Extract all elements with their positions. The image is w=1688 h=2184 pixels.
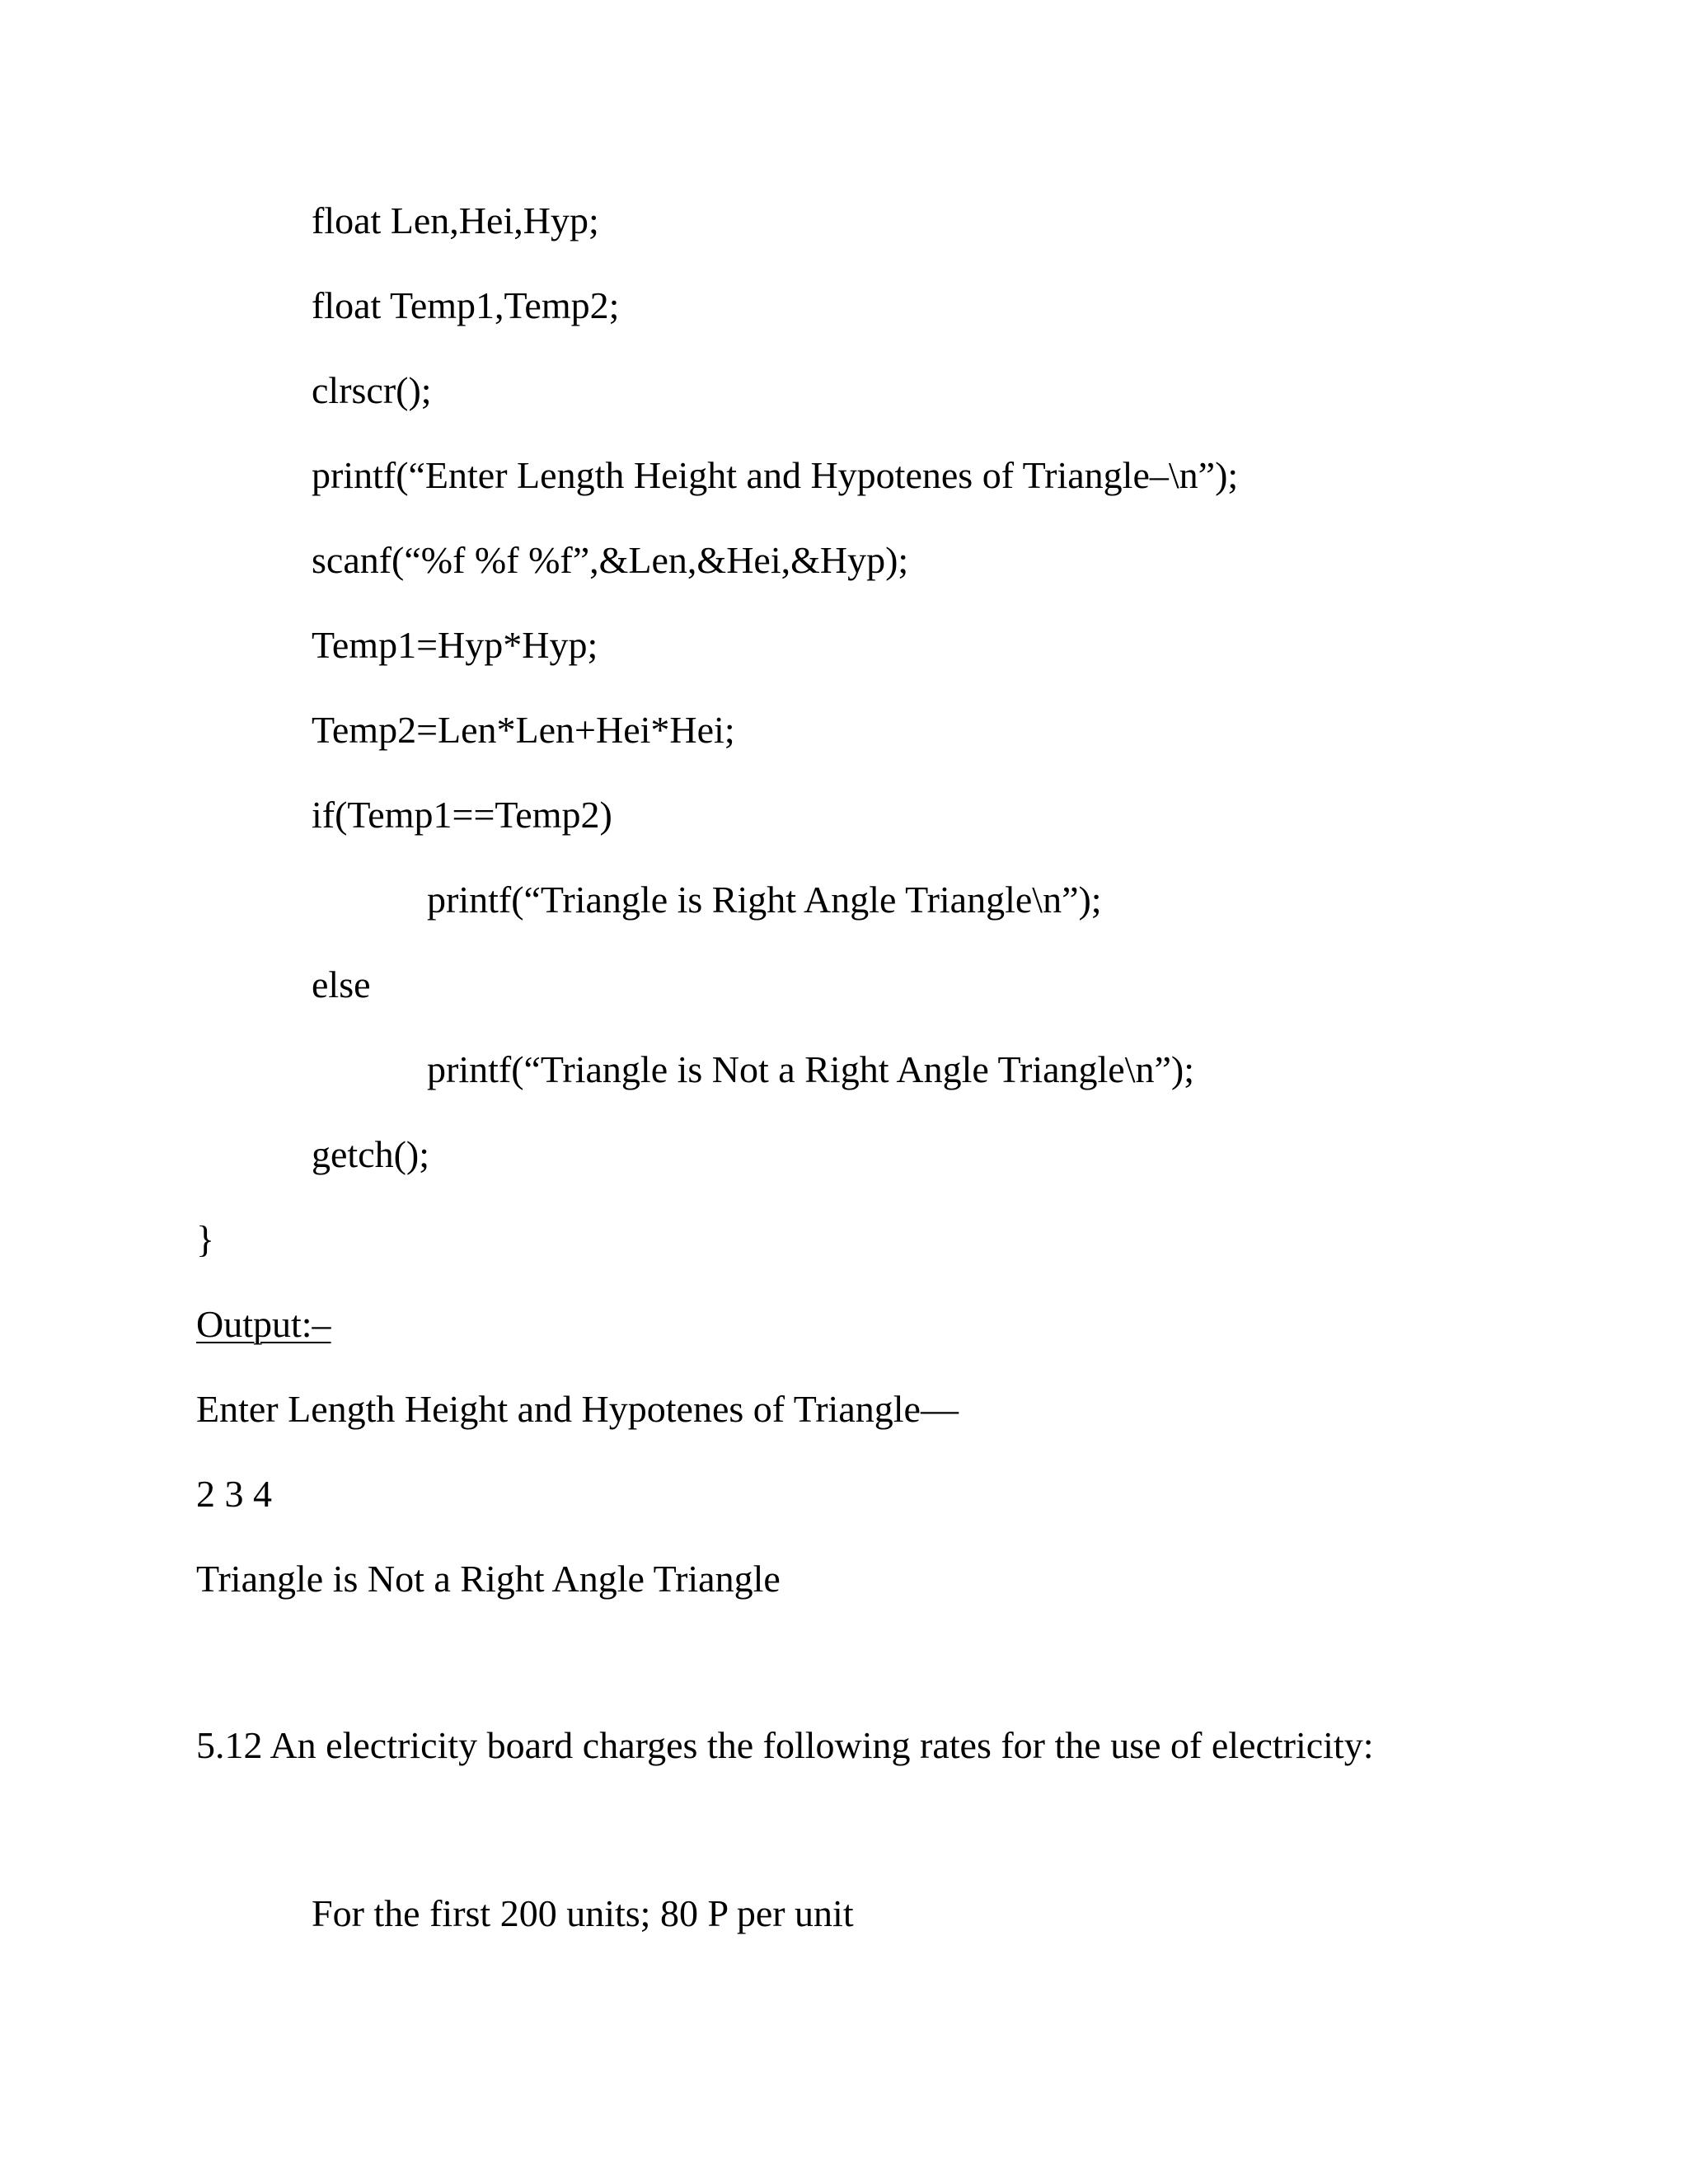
closing-brace: } xyxy=(196,1218,215,1260)
code-line: printf(“Enter Length Height and Hypotenes of Triangle–\n”); xyxy=(312,454,1239,496)
output-heading: Output:– xyxy=(196,1303,331,1345)
code-line: float Len,Hei,Hyp; xyxy=(312,199,599,241)
problem-statement: 5.12 An electricity board charges the following rates for the use of electricity: xyxy=(196,1724,1374,1766)
code-line: Temp2=Len*Len+Hei*Hei; xyxy=(312,709,735,751)
code-line: float Temp1,Temp2; xyxy=(312,284,620,326)
code-line: printf(“Triangle is Right Angle Triangle\n”); xyxy=(427,879,1102,921)
code-line: scanf(“%f %f %f”,&Len,&Hei,&Hyp); xyxy=(312,539,909,581)
code-line: getch(); xyxy=(312,1133,430,1175)
output-line: Enter Length Height and Hypotenes of Triangle— xyxy=(196,1388,959,1430)
rate-line: For the first 200 units; 80 P per unit xyxy=(312,1892,854,1934)
code-line: if(Temp1==Temp2) xyxy=(312,794,612,836)
output-line: Triangle is Not a Right Angle Triangle xyxy=(196,1558,781,1600)
code-line: Temp1=Hyp*Hyp; xyxy=(312,624,598,666)
code-line: printf(“Triangle is Not a Right Angle Triangle\n”); xyxy=(427,1048,1195,1090)
code-line: else xyxy=(312,963,371,1005)
code-line: clrscr(); xyxy=(312,369,432,411)
output-line: 2 3 4 xyxy=(196,1473,272,1515)
